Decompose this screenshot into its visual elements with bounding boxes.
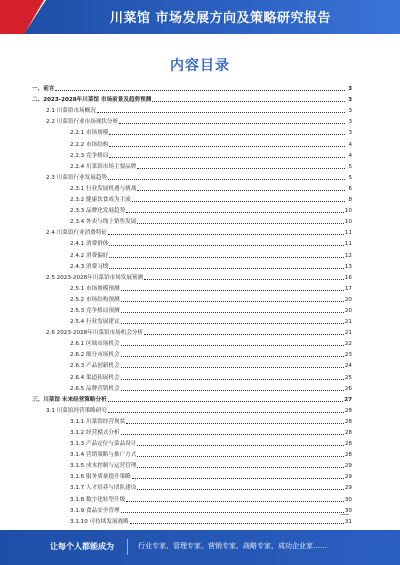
toc-entry-label: 2.2 川菜馆行业市场现状分析 [46,119,119,126]
toc-leader-dots [55,90,345,91]
toc-leader-dots [109,157,345,158]
toc-leader-dots [137,445,344,446]
toc-leader-dots [121,345,344,346]
toc-entry[interactable] [32,382,352,393]
toc-entry-label: 3.1.8 数字化转型升级 [70,496,126,503]
toc-leader-dots [121,434,344,435]
toc-entry-label: 一、前言 [32,86,55,93]
toc-entry-page: 3 [348,119,352,126]
toc-entry-page: 10 [344,219,352,226]
toc-entry-label: 3.1.5 成本控制与运营管理 [70,463,137,470]
toc-entry-page: 29 [344,485,352,492]
toc-leader-dots [137,168,345,169]
toc-leader-dots [137,467,344,468]
toc-leader-dots [109,134,345,135]
toc-entry-page: 5 [348,163,352,170]
toc-entry-label: 2.3.2 健康饮食成为主流 [70,197,131,204]
toc-leader-dots [121,390,344,391]
toc-entry[interactable] [32,370,352,381]
toc-entry[interactable] [32,393,352,404]
toc-entry-label: 2.6.2 细分市场机会 [70,352,120,359]
toc-entry[interactable] [32,426,352,437]
toc-entry-label: 2.6.3 产品创新机会 [70,363,120,370]
toc-entry[interactable] [32,459,352,470]
toc-leader-dots [109,245,343,246]
toc-entry[interactable] [32,271,352,282]
toc-entry-page: 3 [348,108,352,115]
toc-entry[interactable] [32,137,352,148]
toc-entry-page: 3 [348,130,352,137]
toc-entry-label: 2.6.1 区域市场机会 [70,341,120,348]
toc-entry-label: 3.1.3 产品定位与菜品设计 [70,441,137,448]
toc-leader-dots [108,401,344,402]
toc-entry-label: 3.1.10 可持续发展战略 [70,518,129,525]
toc-entry-label: 2.5.4 行业发展建议 [70,319,120,326]
toc-entry-page: 26 [344,385,352,392]
toc-entry-page: 13 [344,263,352,270]
toc-entry[interactable] [32,93,352,104]
toc-entry-page: 27 [344,396,352,403]
toc-entry-label: 2.4.3 消费习惯 [70,263,109,270]
toc-entry-label: 2.2.4 川菜馆市场主要品牌 [70,163,137,170]
toc-leader-dots [109,257,343,258]
toc-leader-dots [132,478,344,479]
toc-entry-page: 22 [344,341,352,348]
toc-leader-dots [121,379,344,380]
toc-leader-dots [109,146,345,147]
toc-entry-label: 3.1.1 川菜馆经营现状 [70,418,126,425]
toc-entry-page: 20 [344,307,352,314]
toc-leader-dots [121,512,344,513]
toc-entry-page: 24 [344,363,352,370]
toc-entry[interactable] [32,282,352,293]
toc-entry-page: 29 [344,463,352,470]
toc-leader-dots [126,423,344,424]
toc-leader-dots [137,456,344,457]
toc-entry-label: 3.1.4 营销策略与推广方式 [70,452,137,459]
toc-entry-label: 2.3.1 行业发展机遇与挑战 [70,185,137,192]
toc-entry-page: 20 [344,296,352,303]
toc-entry-page: 16 [344,274,352,281]
toc-entry-label: 二、2023-2028年川菜馆 市场前景及趋势预测 [32,97,152,104]
toc-entry-page: 28 [344,430,352,436]
toc-entry-page: 28 [344,452,352,459]
toc-entry-label: 2.5.1 市场规模预测 [70,285,120,292]
toc-entry-label: 2.2.2 市场结构 [70,141,109,148]
footer-slogan: 让每个人都能成为 [50,542,114,551]
toc-entry-label: 三、川菜馆 未来经营策略分析 [32,396,107,403]
toc-entry-page: 21 [344,319,352,326]
toc-entry-page: 30 [344,496,352,503]
toc-entry[interactable] [32,293,352,304]
toc-entry[interactable] [32,204,352,215]
toc-entry-page: 25 [344,374,352,381]
toc-leader-dots [132,201,345,202]
toc-entry[interactable] [32,260,352,271]
toc-leader-dots [121,356,344,357]
toc-entry[interactable] [32,326,352,337]
toc-entry[interactable] [32,104,352,115]
toc-leader-dots [137,489,344,490]
toc-entry[interactable] [32,304,352,315]
toc-leader-dots [130,523,344,524]
toc-entry-label: 2.6 2023-2028年川菜馆市场机会分析 [46,330,144,337]
toc-entry-page: 6 [348,185,352,192]
toc-entry-label: 2.3.4 外卖与线上销售发展 [70,219,137,226]
toc-entry-label: 2.5.2 市场结构预测 [70,296,120,303]
toc-entry-page: 3 [348,97,352,104]
footer-banner [0,530,400,565]
toc-entry-label: 3.1 川菜馆经营策略研究 [46,407,108,414]
toc-entry[interactable] [32,437,352,448]
toc-entry[interactable] [32,115,352,126]
toc-entry-page: 28 [344,441,352,448]
toc-entry-label: 2.6.4 渠道拓展机会 [70,374,120,381]
toc-entry-label: 3.1.2 经营模式分析 [70,430,120,436]
toc-entry-label: 2.1 川菜馆市场概况 [46,108,96,115]
toc-entry-label: 2.5 2023-2028年川菜馆市场发展预测 [46,274,144,281]
toc-entry-label: 2.3.3 品牌化发展趋势 [70,208,126,215]
toc-entry[interactable] [32,348,352,359]
toc-entry[interactable] [32,415,352,426]
toc-leader-dots [137,223,344,224]
toc-leader-dots [108,234,344,235]
toc-leader-dots [121,290,344,291]
toc-entry[interactable] [32,515,352,526]
report-title: 川菜馆 市场发展方向及策略研究报告 [110,11,332,26]
toc-entry-label: 3.1.6 服务质量提升策略 [70,474,131,481]
toc-entry-label: 2.5.3 竞争格局预测 [70,307,120,314]
toc-leader-dots [126,501,344,502]
toc-entry[interactable] [32,126,352,137]
toc-entry-page: 10 [344,208,352,215]
toc-entry[interactable] [32,248,352,259]
toc-entry[interactable] [32,404,352,415]
toc-entry[interactable] [32,226,352,237]
toc-entry-page: 23 [344,352,352,359]
toc-entry-page: 11 [344,230,352,237]
toc-entry-label: 2.4.2 消费偏好 [70,252,109,259]
toc-leader-dots [121,301,344,302]
toc-entry-page: 4 [348,141,352,148]
toc-entry-label: 2.4.1 消费群体 [70,241,109,248]
toc-entry-label: 2.4 川菜馆行业消费特征 [46,230,108,237]
toc-entry-page: 28 [344,407,352,414]
toc-entry-page: 29 [344,474,352,481]
toc-entry-page: 4 [348,152,352,159]
toc-entry-page: 31 [344,518,352,525]
toc-entry[interactable] [32,82,352,93]
toc-entry-label: 2.2.1 市场规模 [70,130,109,137]
toc-leader-dots [97,112,345,113]
toc-leader-dots [144,334,344,335]
toc-entry-label: 2.3 川菜馆行业发展趋势 [46,174,108,181]
report-header [0,0,400,34]
footer-divider [127,539,128,555]
toc-entry[interactable] [32,193,352,204]
toc-leader-dots [119,123,345,124]
toc-heading: 内容目录 [170,58,230,74]
toc-entry[interactable] [32,470,352,481]
toc-entry[interactable] [32,215,352,226]
toc-leader-dots [121,312,344,313]
toc-entry-page: 28 [344,418,352,425]
toc-entry[interactable] [32,171,352,182]
toc-entry-label: 2.2.3 竞争格局 [70,152,109,159]
toc-entry[interactable] [32,315,352,326]
toc-entry[interactable] [32,237,352,248]
toc-entry[interactable] [32,182,352,193]
toc-entry-page: 3 [348,86,352,93]
toc-entry-page: 5 [348,174,352,181]
toc-entry-page: 30 [344,507,352,514]
table-of-contents [32,82,352,526]
toc-leader-dots [126,212,344,213]
toc-entry-page: 11 [344,241,352,248]
toc-entry-page: 8 [348,197,352,204]
toc-entry-page: 21 [344,330,352,337]
toc-leader-dots [144,279,344,280]
toc-entry[interactable] [32,149,352,160]
toc-entry-label: 3.1.9 食品安全管理 [70,507,120,514]
toc-entry-label: 2.6.5 品牌营销机会 [70,385,120,392]
toc-entry-page: 17 [344,285,352,292]
toc-entry[interactable] [32,504,352,515]
toc-entry-label: 3.1.7 人才培养与团队建设 [70,485,137,492]
toc-leader-dots [108,179,345,180]
toc-leader-dots [152,101,345,102]
toc-entry[interactable] [32,448,352,459]
toc-leader-dots [121,367,344,368]
page-marker [341,514,349,515]
toc-entry-page: 12 [344,252,352,259]
footer-tagline: 行业专家、管理专家、营销专家、战略专家、成功企业家…… [138,542,327,550]
toc-entry[interactable] [32,492,352,503]
toc-entry[interactable] [32,160,352,171]
toc-leader-dots [121,323,344,324]
toc-leader-dots [109,268,343,269]
toc-entry[interactable] [32,481,352,492]
toc-leader-dots [108,412,344,413]
toc-entry[interactable] [32,359,352,370]
toc-entry[interactable] [32,337,352,348]
toc-leader-dots [137,190,345,191]
